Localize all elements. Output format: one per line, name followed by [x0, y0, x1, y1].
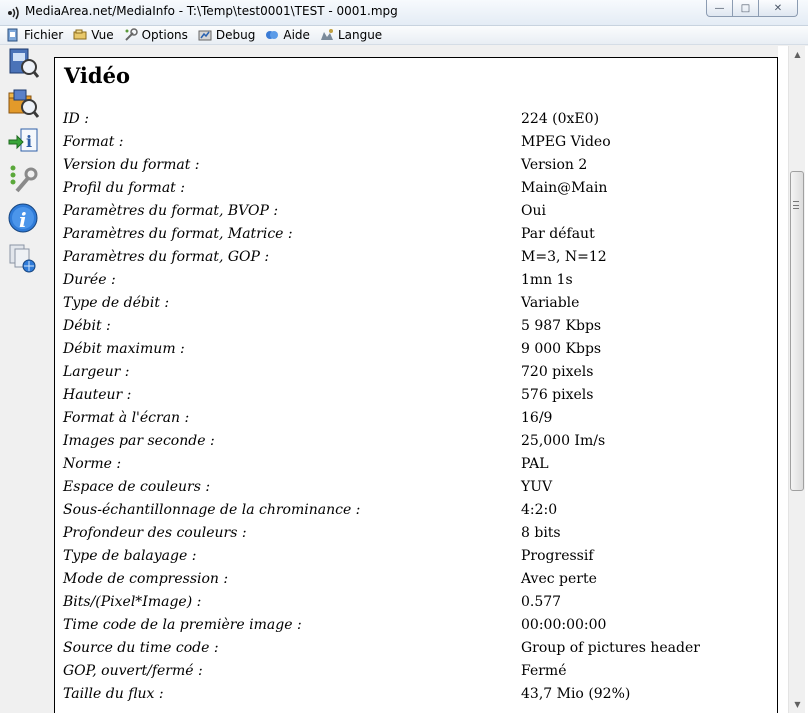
svg-text:i: i [26, 132, 33, 151]
row-label: GOP, ouvert/fermé : [63, 663, 203, 679]
info-row [55, 592, 778, 615]
web-icon [7, 242, 39, 278]
info-row [55, 500, 778, 523]
row-label: Paramètres du format, Matrice : [63, 226, 293, 242]
row-label: Largeur : [63, 364, 130, 380]
row-label: Norme : [63, 456, 122, 472]
scrollbar-thumb[interactable] [790, 171, 804, 491]
row-label: Débit : [63, 318, 111, 334]
scroll-down-button[interactable] [789, 696, 806, 713]
menu-aide[interactable] [265, 28, 310, 42]
row-label: Version du format : [63, 157, 200, 173]
info-row [55, 224, 778, 247]
about-button[interactable] [6, 203, 40, 237]
row-label: Taille du flux : [63, 686, 164, 702]
row-label: Profil du format : [63, 180, 185, 196]
row-label: Profondeur des couleurs : [63, 525, 247, 541]
close-button[interactable] [758, 0, 798, 17]
row-value: Avec perte [521, 571, 597, 587]
row-value: Group of pictures header [521, 640, 700, 656]
row-value: M=3, N=12 [521, 249, 607, 265]
info-row [55, 270, 778, 293]
maximize-button[interactable] [732, 0, 759, 17]
title-bar[interactable] [0, 0, 808, 26]
info-row [55, 109, 778, 132]
menu-bar [0, 26, 808, 45]
row-label: Débit maximum : [63, 341, 185, 357]
menu-vue[interactable] [73, 28, 113, 42]
row-value: 43,7 Mio (92%) [521, 686, 631, 702]
menu-label: Langue [337, 28, 383, 42]
close-icon: ✕ [773, 2, 783, 14]
debug-icon [198, 28, 212, 42]
menu-options[interactable] [124, 28, 188, 42]
row-value: Main@Main [521, 180, 608, 196]
row-value: Variable [521, 295, 580, 311]
row-value: MPEG Video [521, 134, 611, 150]
row-value: Fermé [521, 663, 567, 679]
row-value: 5 987 Kbps [521, 318, 602, 334]
info-row [55, 339, 778, 362]
menu-fichier[interactable] [6, 28, 63, 42]
row-label: Bits/(Pixel*Image) : [63, 594, 202, 610]
info-row [55, 408, 778, 431]
window-title: MediaArea.net/MediaInfo - T:\Temp\test0001\TEST - 0001.mpg [25, 4, 398, 18]
row-value: Par défaut [521, 226, 595, 242]
scrollbar-grip-icon [793, 201, 799, 209]
info-row [55, 569, 778, 592]
info-row [55, 615, 778, 638]
info-row [55, 523, 778, 546]
row-label: Time code de la première image : [63, 617, 302, 633]
info-row [55, 178, 778, 201]
row-label: Durée : [63, 272, 116, 288]
export-icon [7, 125, 39, 161]
open-file-icon [7, 47, 39, 83]
info-row [55, 638, 778, 661]
info-row [55, 247, 778, 270]
side-toolbar [0, 46, 44, 713]
row-value: Version 2 [521, 157, 588, 173]
row-value: 9 000 Kbps [521, 341, 602, 357]
info-row [55, 316, 778, 339]
row-label: Type de débit : [63, 295, 170, 311]
mediainfo-app-icon [6, 5, 22, 21]
row-value: 00:00:00:00 [521, 617, 607, 633]
menu-label: Debug [215, 28, 256, 42]
info-row [55, 454, 778, 477]
row-value: YUV [521, 479, 553, 495]
vertical-scrollbar[interactable] [788, 46, 805, 713]
info-row [55, 431, 778, 454]
row-label: Paramètres du format, GOP : [63, 249, 270, 265]
menu-label: Vue [91, 28, 114, 42]
preferences-icon [7, 163, 39, 199]
row-value: PAL [521, 456, 549, 472]
row-value: Oui [521, 203, 546, 219]
info-row [55, 132, 778, 155]
open-folder-button[interactable] [6, 88, 40, 122]
menu-label: Aide [283, 28, 310, 42]
row-value: 8 bits [521, 525, 561, 541]
row-label: Paramètres du format, BVOP : [63, 203, 279, 219]
scroll-down-icon: ▼ [794, 700, 801, 709]
scroll-up-button[interactable] [789, 46, 806, 63]
language-icon [320, 28, 334, 42]
row-value: 0.577 [521, 594, 562, 610]
row-label: Sous-échantillonnage de la chrominance : [63, 502, 361, 518]
info-row [55, 661, 778, 684]
help-icon [265, 28, 279, 42]
row-label: ID : [63, 111, 89, 127]
row-value: 25,000 Im/s [521, 433, 606, 449]
row-value: 4:2:0 [521, 502, 558, 518]
row-value: 720 pixels [521, 364, 594, 380]
info-row [55, 684, 778, 707]
row-label: Format : [63, 134, 124, 150]
minimize-icon: — [714, 2, 725, 14]
info-row [55, 477, 778, 500]
preferences-button[interactable] [6, 164, 40, 198]
info-row [55, 546, 778, 569]
info-row [55, 362, 778, 385]
info-row [55, 385, 778, 408]
minimize-button[interactable] [706, 0, 733, 17]
row-label: Espace de couleurs : [63, 479, 211, 495]
maximize-icon: □ [740, 2, 751, 14]
row-value: 1mn 1s [521, 272, 573, 288]
menu-langue[interactable] [320, 28, 382, 42]
view-icon [73, 28, 87, 42]
menu-label: Options [141, 28, 188, 42]
menu-label: Fichier [24, 28, 64, 42]
section-title: Vidéo [64, 63, 130, 88]
web-button[interactable] [6, 243, 40, 277]
row-label: Format à l'écran : [63, 410, 190, 426]
row-value: Progressif [521, 548, 594, 564]
about-icon [7, 202, 39, 238]
row-value: 576 pixels [521, 387, 594, 403]
info-row [55, 201, 778, 224]
row-value: 224 (0xE0) [521, 111, 600, 127]
export-button[interactable] [6, 126, 40, 160]
info-row [55, 293, 778, 316]
row-value: 16/9 [521, 410, 553, 426]
options-icon [124, 28, 138, 42]
open-file-button[interactable] [6, 48, 40, 82]
info-row [55, 155, 778, 178]
row-label: Source du time code : [63, 640, 219, 656]
row-label: Mode de compression : [63, 571, 229, 587]
row-label: Hauteur : [63, 387, 132, 403]
row-label: Images par seconde : [63, 433, 215, 449]
scroll-up-icon: ▲ [794, 50, 801, 59]
svg-text:i: i [19, 208, 27, 232]
open-folder-icon [7, 87, 39, 123]
window-controls [707, 0, 798, 17]
media-info-panel [54, 57, 778, 713]
menu-debug[interactable] [198, 28, 255, 42]
row-label: Type de balayage : [63, 548, 197, 564]
file-icon [6, 28, 20, 42]
